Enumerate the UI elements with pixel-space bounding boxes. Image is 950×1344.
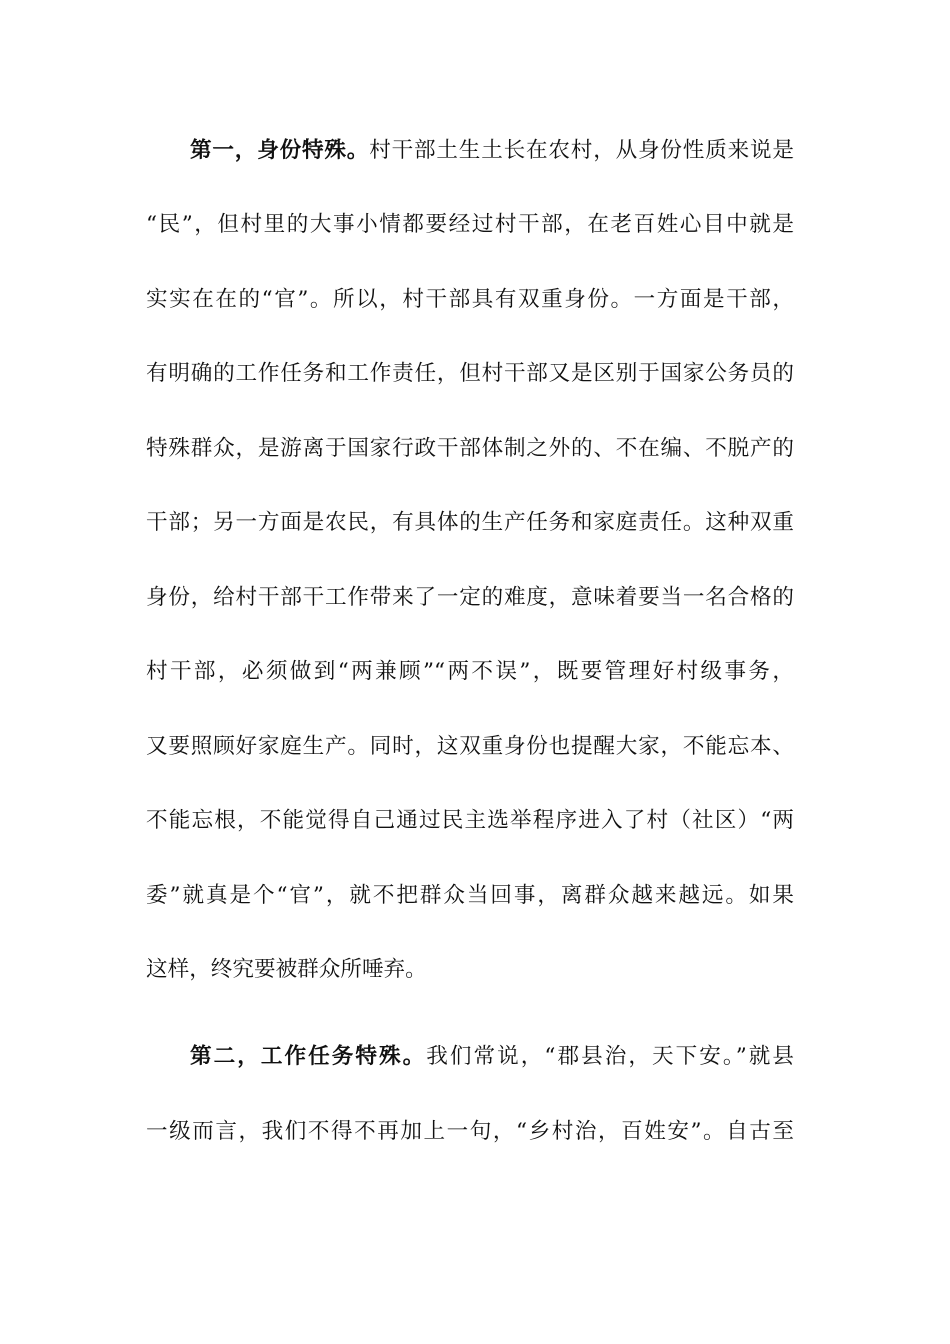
paragraph-2-heading: 第二，工作任务特殊。 (190, 1044, 427, 1069)
paragraph-1-line-3: 实实在在的“官”。所以，村干部具有双重身份。一方面是干部， (146, 287, 794, 312)
paragraph-1-line-2: “民”，但村里的大事小情都要经过村干部，在老百姓心目中就是 (146, 212, 794, 237)
paragraph-1-line-9: 又要照顾好家庭生产。同时，这双重身份也提醒大家，不能忘本、 (146, 734, 794, 759)
paragraph-1-heading: 第一，身份特殊。 (190, 138, 370, 163)
paragraph-2-line-1 (190, 1037, 794, 1077)
paragraph-1-line-11: 委”就真是个“官”，就不把群众当回事，离群众越来越远。如果 (146, 883, 794, 908)
paragraph-1-line-6: 干部；另一方面是农民，有具体的生产任务和家庭责任。这种双重 (146, 510, 794, 535)
paragraph-1-text: 村干部土生土长在农村，从身份性质来说是 (369, 138, 794, 163)
paragraph-2-line-2: 一级而言，我们不得不再加上一句，“乡村治，百姓安”。自古至 (146, 1119, 794, 1144)
paragraph-1-line-4: 有明确的工作任务和工作责任，但村干部又是区别于国家公务员的 (146, 361, 794, 386)
paragraph-1-line-1 (190, 131, 794, 171)
paragraph-1-line-8: 村干部，必须做到“两兼顾”“两不误”，既要管理好村级事务， (146, 659, 794, 684)
paragraph-1-line-10: 不能忘根，不能觉得自己通过民主选举程序进入了村（社区）“两 (146, 808, 794, 833)
paragraph-1-line-12: 这样，终究要被群众所唾弃。 (146, 957, 427, 982)
paragraph-1-line-5: 特殊群众，是游离于国家行政干部体制之外的、不在编、不脱产的 (146, 436, 794, 461)
paragraph-2-text: 我们常说，“郡县治，天下安。”就县 (426, 1044, 794, 1069)
paragraph-1-line-7: 身份，给村干部干工作带来了一定的难度，意味着要当一名合格的 (146, 585, 794, 610)
